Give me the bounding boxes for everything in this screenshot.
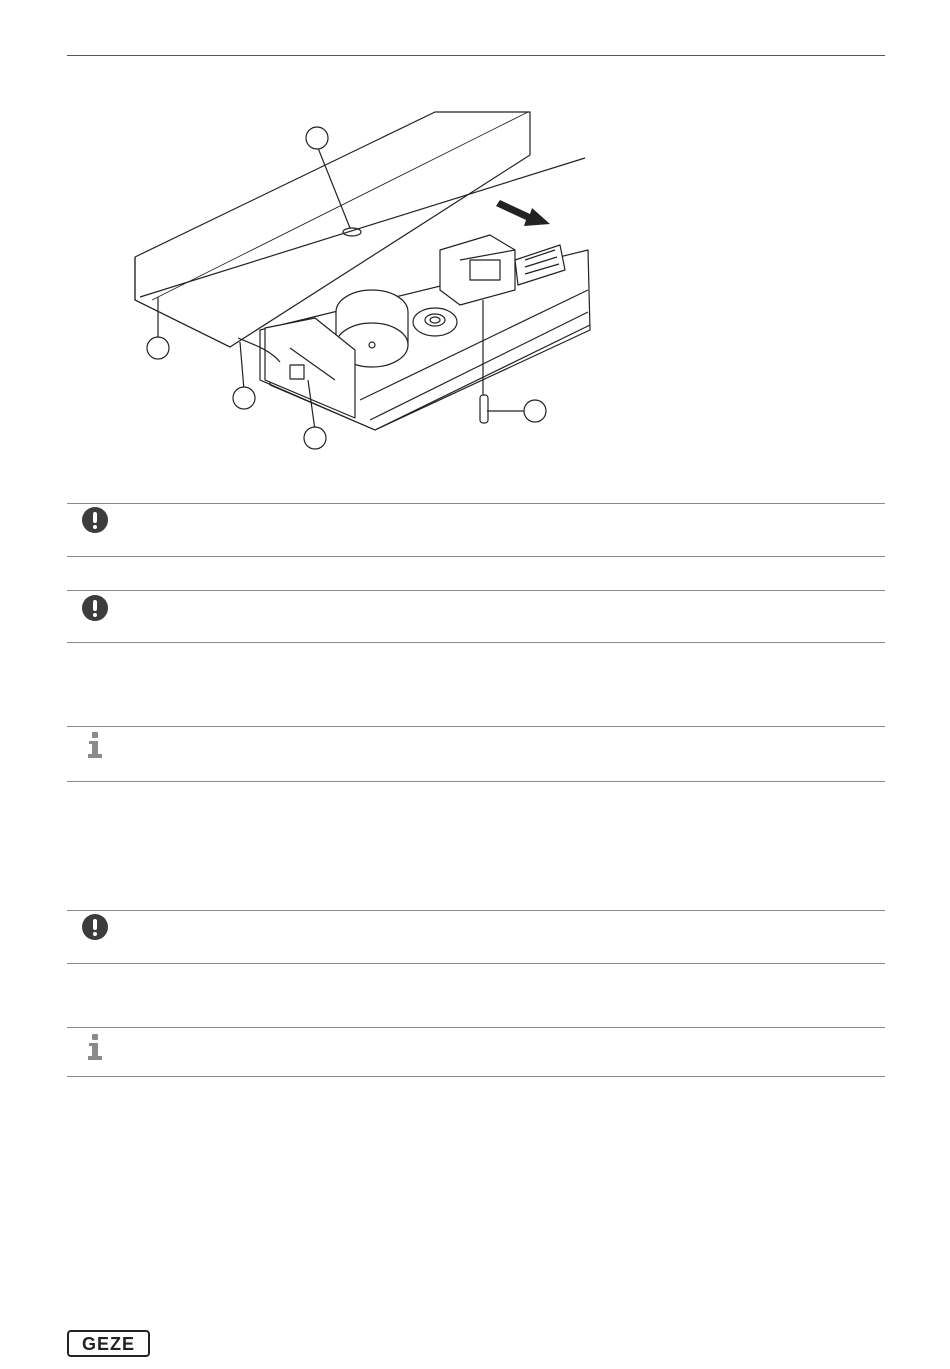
info-icon — [88, 1034, 102, 1062]
drive-unit-illustration — [120, 100, 600, 460]
info-icon — [88, 732, 102, 760]
warning-icon — [82, 595, 108, 621]
notice-2-top-rule — [67, 590, 885, 591]
warning-icon — [82, 914, 108, 940]
warning-icon — [82, 507, 108, 533]
notice-2-bottom-rule — [67, 642, 885, 643]
notice-5-bottom-rule — [67, 1076, 885, 1077]
geze-logo — [67, 1330, 150, 1357]
callout-2 — [147, 337, 169, 359]
callout-3 — [233, 387, 255, 409]
callout-1 — [306, 127, 328, 149]
logo-text: GEZE — [81, 1334, 136, 1354]
notice-4-top-rule — [67, 910, 885, 911]
notice-1-top-rule — [67, 503, 885, 504]
callout-5 — [524, 400, 546, 422]
notice-4-bottom-rule — [67, 963, 885, 964]
notice-5-top-rule — [67, 1027, 885, 1028]
callout-4 — [304, 427, 326, 449]
notice-3-bottom-rule — [67, 781, 885, 782]
notice-3-top-rule — [67, 726, 885, 727]
direction-arrow — [496, 200, 550, 226]
notice-1-bottom-rule — [67, 556, 885, 557]
header-rule — [67, 55, 885, 56]
